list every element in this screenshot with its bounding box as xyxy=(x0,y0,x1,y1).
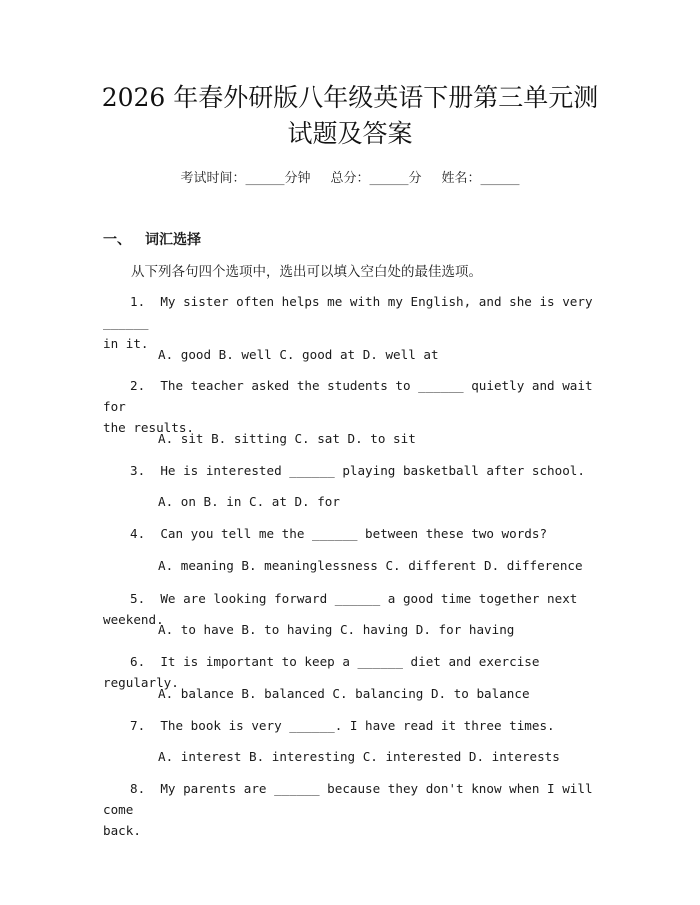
section-heading xyxy=(103,229,201,249)
question-3 xyxy=(103,460,603,481)
question-6-options: A. balance B. balanced C. balancing D. to balance xyxy=(158,686,530,701)
question-text-continued: back. xyxy=(103,823,141,838)
question-number: 2. xyxy=(130,378,146,393)
question-number: 8. xyxy=(130,781,146,796)
question-text-continued: the results. xyxy=(103,420,194,435)
page-title-line-2: 试题及答案 xyxy=(287,119,413,148)
question-text-continued: in it. xyxy=(103,336,149,351)
question-number: 1. xyxy=(130,294,146,309)
question-1-options: A. good B. well C. good at D. well at xyxy=(158,347,439,362)
question-5-options: A. to have B. to having C. having D. for having xyxy=(158,622,515,637)
question-text: The book is very ______. I have read it three times. xyxy=(160,718,555,733)
question-text: The teacher asked the students to ______ quietly and wait for xyxy=(103,378,593,414)
question-number: 6. xyxy=(130,654,146,669)
question-7 xyxy=(103,715,603,736)
question-text: My sister often helps me with my English, and she is very ______ xyxy=(103,294,593,330)
question-text: We are looking forward ______ a good time together next weekend. xyxy=(103,591,578,627)
section-instruction: 从下列各句四个选项中，选出可以填入空白处的最佳选项。 xyxy=(131,264,482,280)
question-2-options: A. sit B. sitting C. sat D. to sit xyxy=(158,431,416,446)
question-3-options: A. on B. in C. at D. for xyxy=(158,494,340,509)
exam-meta xyxy=(0,167,700,186)
question-8 xyxy=(103,778,603,841)
question-number: 3. xyxy=(130,463,146,478)
question-number: 7. xyxy=(130,718,146,733)
exam-time-field: 考试时间：______分钟 xyxy=(180,171,311,186)
student-name-field: 姓名：______ xyxy=(441,171,520,186)
question-text: He is interested ______ playing basketball after school. xyxy=(160,463,585,478)
total-score-field: 总分：______分 xyxy=(330,171,422,186)
section-number: 一、 xyxy=(103,232,131,248)
question-4 xyxy=(103,523,603,544)
section-name: 词汇选择 xyxy=(145,232,201,248)
question-text: My parents are ______ because they don't know when I will come xyxy=(103,781,593,817)
question-text: It is important to keep a ______ diet and exercise regularly. xyxy=(103,654,540,690)
question-number: 5. xyxy=(130,591,146,606)
question-text: Can you tell me the ______ between these two words? xyxy=(160,526,548,541)
question-7-options: A. interest B. interesting C. interested D. interests xyxy=(158,749,560,764)
question-number: 4. xyxy=(130,526,146,541)
question-4-options: A. meaning B. meaninglessness C. different D. difference xyxy=(158,558,583,573)
page-title-line-1: 2026 年春外研版八年级英语下册第三单元测 xyxy=(101,83,599,112)
